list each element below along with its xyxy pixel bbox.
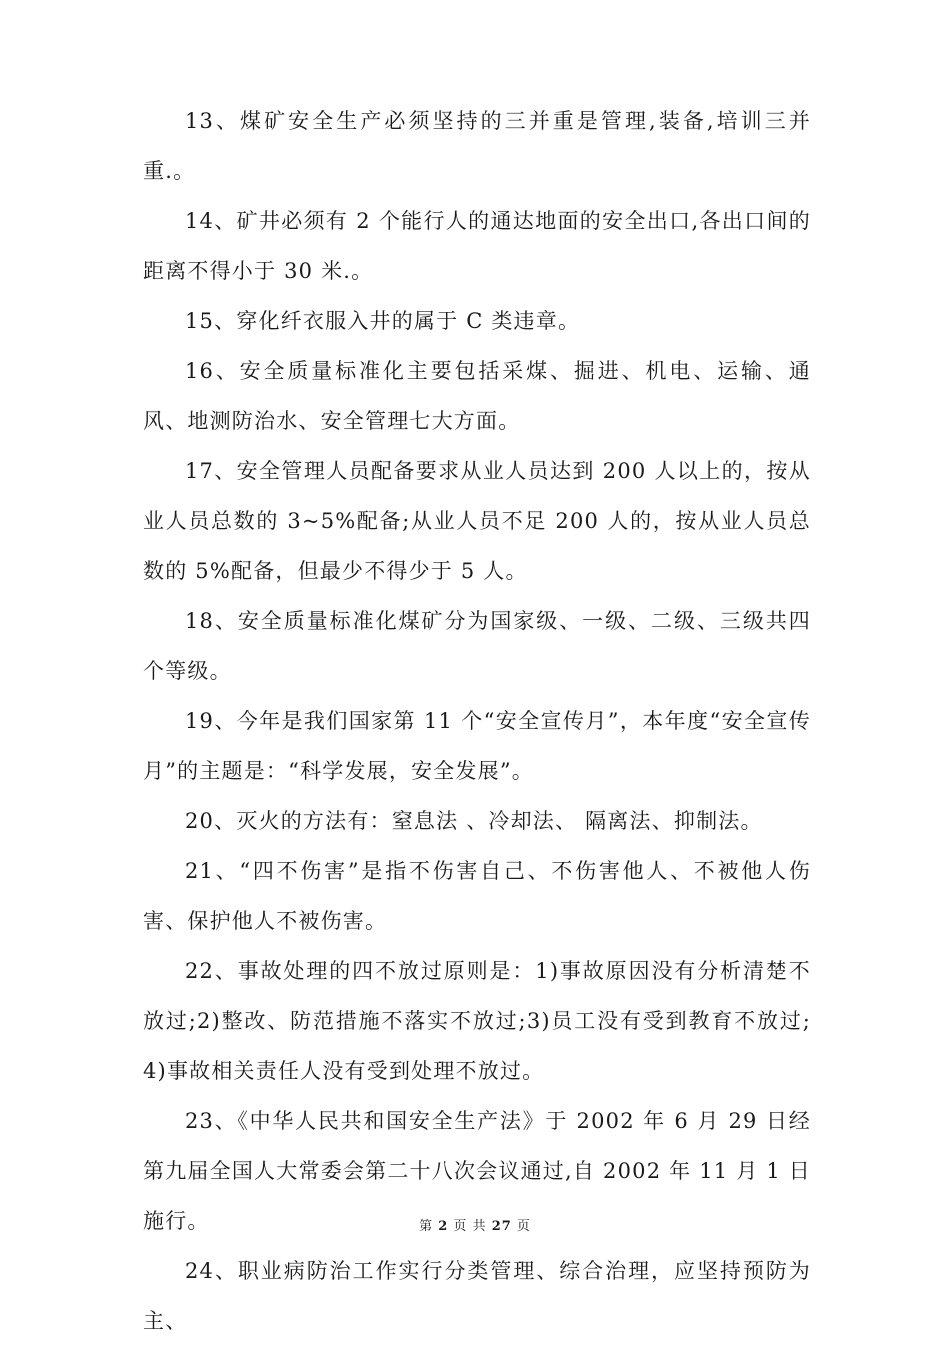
paragraph-18: 18、安全质量标准化煤矿分为国家级、一级、二级、三级共四个等级。 [143,609,811,683]
paragraph-16: 16、安全质量标准化主要包括采煤、掘进、机电、运输、通风、地测防治水、安全管理七大方面。 [143,359,811,433]
paragraph-13: 13、煤矿安全生产必须坚持的三并重是管理,装备,培训三并重.。 [143,109,811,183]
footer-prefix: 第 [419,1219,434,1234]
footer-middle: 页 共 [453,1219,487,1234]
page-footer [0,1215,950,1234]
paragraph-20: 20、灭火的方法有：窒息法 、冷却法、 隔离法、抑制法。 [185,809,763,833]
paragraph-15: 15、穿化纤衣服入井的属于 C 类违章。 [185,309,581,333]
paragraph-23: 23、《中华人民共和国安全生产法》于 2002 年 6 月 29 日经第九届全国人大常委会第二十八次会议通过,自 2002 年 11 月 1 日施行。 [143,1109,811,1233]
paragraph-21: 21、“四不伤害”是指不伤害自己、不伤害他人、不被他人伤害、保护他人不被伤害。 [143,859,811,933]
page-body [143,96,811,1346]
footer-suffix: 页 [516,1219,531,1234]
current-page-number: 2 [438,1219,449,1234]
paragraph-19: 19、今年是我们国家第 11 个“安全宣传月”，本年度“安全宣传月”的主题是：“科学发展，安全发展”。 [143,709,811,783]
paragraph-24: 24、职业病防治工作实行分类管理、综合治理，应坚持预防为主、 [143,1259,811,1333]
paragraph-14: 14、矿井必须有 2 个能行人的通达地面的安全出口,各出口间的距离不得小于 30 米.。 [143,209,811,283]
paragraph-22: 22、事故处理的四不放过原则是：1)事故原因没有分析清楚不放过;2)整改、防范措施不落实不放过;3)员工没有受到教育不放过;4)事故相关责任人没有受到处理不放过。 [143,959,811,1083]
paragraph-17: 17、安全管理人员配备要求从业人员达到 200 人以上的，按从业人员总数的 3~5%配备;从业人员不足 200 人的，按从业人员总数的 5%配备，但最少不得少于 5 人。 [143,459,811,583]
total-pages-number: 27 [491,1219,512,1234]
